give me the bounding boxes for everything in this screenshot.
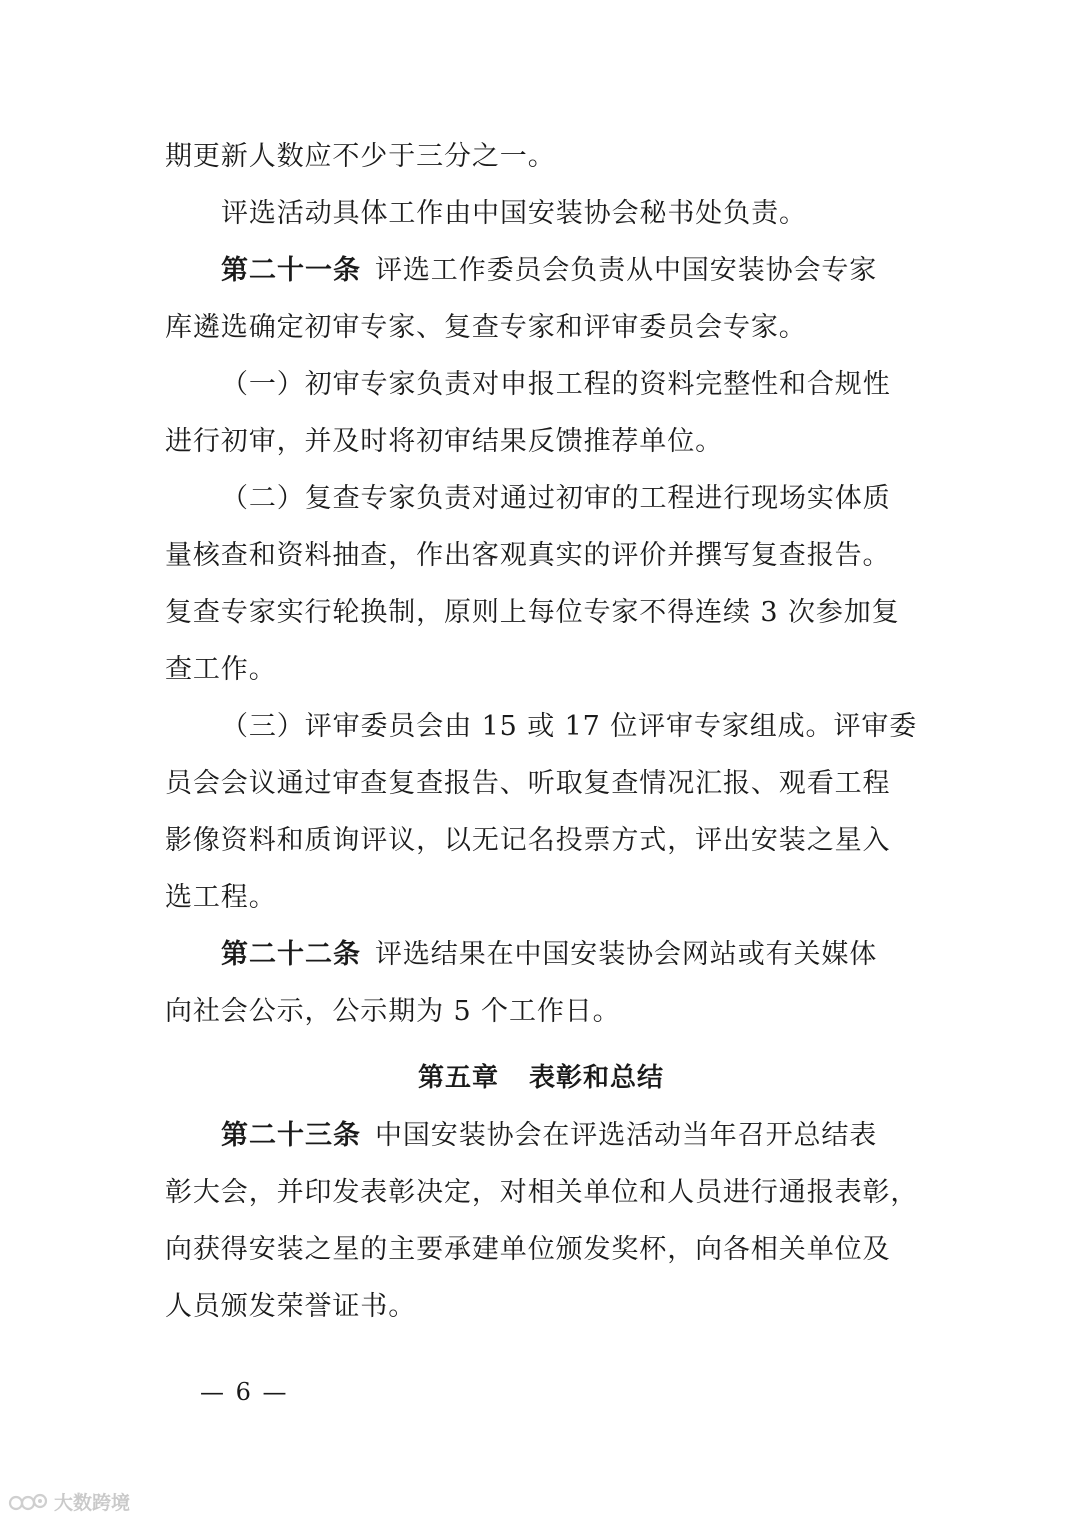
line-text: 彰大会，并印发表彰决定，对相关单位和人员进行通报表彰，: [165, 1177, 919, 1208]
paragraph-line: [165, 128, 917, 185]
text-block-before-chapter: [165, 128, 917, 1040]
text-block-after-chapter: [165, 1107, 917, 1335]
document-body: [165, 128, 917, 1335]
watermark-text: 大数跨境: [54, 1492, 131, 1514]
paragraph-line: [165, 356, 917, 413]
page-number: — 6 —: [200, 1378, 289, 1406]
line-text: 查工作。: [165, 654, 277, 685]
paragraph-line: [165, 299, 917, 356]
chapter-title: 表彰和总结: [529, 1063, 665, 1093]
line-text: 复查专家实行轮换制，原则上每位专家不得连续 3 次参加复: [165, 597, 900, 628]
line-text: （一）初审专家负责对申报工程的资料完整性和合规性: [221, 369, 891, 400]
line-text: 员会会议通过审查复查报告、听取复查情况汇报、观看工程: [165, 768, 891, 799]
line-text: 评选工作委员会负责从中国安装协会专家: [375, 255, 878, 286]
article-paragraph-line: [165, 1107, 917, 1164]
article-heading: 第二十二条: [221, 939, 361, 970]
chapter-number: 第五章: [417, 1063, 499, 1093]
line-text: 选工程。: [165, 882, 277, 913]
line-text: （三）评审委员会由 15 或 17 位评审专家组成。评审委: [221, 711, 918, 742]
paragraph-line: [165, 584, 917, 641]
paragraph-line: [165, 470, 917, 527]
article-paragraph-line: [165, 242, 917, 299]
paragraph-line: [165, 755, 917, 812]
paragraph-line: [165, 1221, 917, 1278]
article-heading: 第二十一条: [221, 255, 361, 286]
paragraph-line: [165, 1278, 917, 1335]
line-text: 向获得安装之星的主要承建单位颁发奖杯，向各相关单位及: [165, 1234, 891, 1265]
paragraph-line: [165, 812, 917, 869]
article-paragraph-line: [165, 926, 917, 983]
line-text: 评选活动具体工作由中国安装协会秘书处负责。: [221, 198, 807, 229]
paragraph-line: [165, 641, 917, 698]
weibo-style-logo-icon: [8, 1491, 48, 1513]
line-text: 人员颁发荣誉证书。: [165, 1291, 417, 1322]
line-text: 评选结果在中国安装协会网站或有关媒体: [375, 939, 878, 970]
line-text: 期更新人数应不少于三分之一。: [165, 141, 556, 172]
paragraph-line: [165, 185, 917, 242]
line-text: 量核查和资料抽查，作出客观真实的评价并撰写复查报告。: [165, 540, 891, 571]
paragraph-line: [165, 527, 917, 584]
line-text: 进行初审，并及时将初审结果反馈推荐单位。: [165, 426, 723, 457]
line-text: 中国安装协会在评选活动当年召开总结表: [375, 1120, 878, 1151]
paragraph-line: [165, 983, 917, 1040]
line-text: 向社会公示，公示期为 5 个工作日。: [165, 996, 621, 1027]
paragraph-line: [165, 698, 917, 755]
watermark: [8, 1488, 130, 1515]
line-text: （二）复查专家负责对通过初审的工程进行现场实体质: [221, 483, 891, 514]
paragraph-line: [165, 869, 917, 926]
paragraph-line: [165, 413, 917, 470]
line-text: 库遴选确定初审专家、复查专家和评审委员会专家。: [165, 312, 807, 343]
paragraph-line: [165, 1164, 917, 1221]
chapter-heading: [165, 1050, 917, 1107]
line-text: 影像资料和质询评议，以无记名投票方式，评出安装之星入: [165, 825, 891, 856]
article-heading: 第二十三条: [221, 1120, 361, 1151]
